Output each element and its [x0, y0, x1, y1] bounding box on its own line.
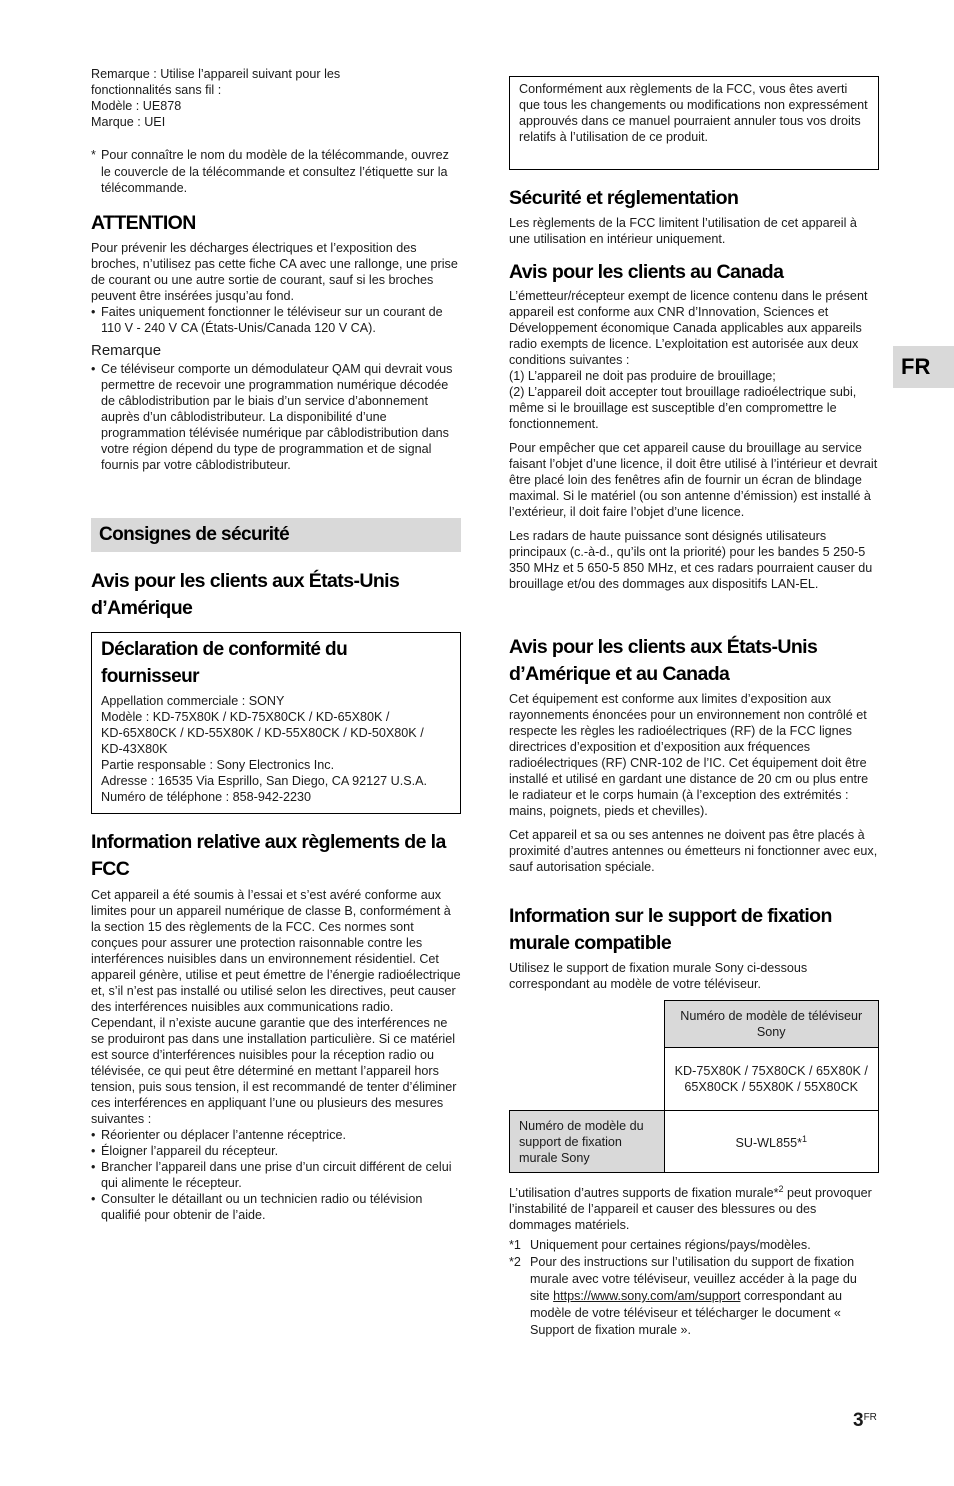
declaration-line: Partie responsable : Sony Electronics Inc. — [101, 758, 335, 772]
attention-section — [91, 240, 461, 336]
us-canada-paragraph: Cet appareil et sa ou ses antennes ne doivent pas être placés à proximité d’autres antennes ou émetteurs ni fonctionner avec eux, sauf autorisation spéciale. — [509, 828, 878, 874]
footnotes — [509, 1237, 879, 1339]
declaration-line: Numéro de téléphone : 858-942-2230 — [101, 790, 312, 804]
tv-models-cell: KD-75X80K / 75X80CK / 65X80K / 65X80CK / 55X80K / 55X80CK — [664, 1048, 879, 1111]
sony-support-link[interactable]: https://www.sony.com/am/support — [553, 1289, 741, 1303]
footnote-marker: *1 — [509, 1238, 521, 1252]
fcc-measure-item: • Réorienter ou déplacer l’antenne réceptrice. — [91, 1127, 461, 1143]
us-canada-paragraph: Cet équipement est conforme aux limites d’exposition aux rayonnements énoncées pour un environnement non contrôlé et respecte les règles les radioélectriques (RF) de la FCC lignes directrices d’exposition et d’exposition aux fréquences radioélectriques (RF) CNR-102 de l’IC. Cet équipement doit être installé et utilisé en gardant une distance de 20 cm ou plus entre le radiateur et le corps humain (à l’exception des extrémités : mains, poignets, pieds et chevilles). — [509, 692, 869, 818]
declaration-line: KD-43X80K — [101, 742, 168, 756]
declaration-details — [101, 693, 451, 805]
asterisk-marker: * — [91, 148, 96, 162]
page-number-value: 3 — [853, 1410, 864, 1431]
remarque-heading: Remarque — [91, 342, 162, 359]
declaration-title: Déclaration de conformité du fournisseur — [101, 639, 348, 687]
page-number — [853, 1410, 877, 1432]
fcc-measure-item: • Brancher l’appareil dans une prise d’un circuit différent de celui qui alimente le récepteur. — [91, 1159, 461, 1191]
attention-heading: ATTENTION — [91, 212, 196, 234]
table-empty-cell — [510, 1048, 665, 1111]
fcc-warning-box — [509, 76, 879, 170]
usage-warning-text: peut provoquer l’instabilité de l’appareil et causer des blessures ou des dommages matériels. — [509, 1186, 872, 1233]
wireless-remark — [91, 66, 461, 130]
footnote-item — [509, 1254, 879, 1339]
remark-line: Marque : UEI — [91, 115, 166, 129]
fcc-measure-item: • Éloigner l’appareil du récepteur. — [91, 1143, 461, 1159]
remarque-section — [91, 361, 461, 473]
wall-mount-table — [509, 1000, 879, 1173]
footnote-marker: *2 — [509, 1255, 521, 1269]
canada-paragraph: L’émetteur/récepteur exempt de licence contenu dans le présent appareil est conforme aux CNR d’Innovation, Sciences et Développement économique Canada applicables aux appareils radio exempts de licence. L’exploitation est autorisée aux deux conditions suivantes : — [509, 289, 868, 367]
canada-heading: Avis pour les clients au Canada — [509, 261, 784, 283]
canada-condition: (1) L’appareil ne doit pas produire de brouillage; — [509, 369, 776, 383]
footnote-item — [509, 1237, 879, 1254]
canada-paragraph: Les radars de haute puissance sont désignés utilisateurs principaux (c.-à-d., qu’ils ont la priorité) pour les bandes 5 250-5 350 MHz et 5 650-5 850 MHz, et ces radars pourraient causer du brouillage et/ou des dommages aux dispositifs LAN-EL. — [509, 529, 873, 591]
footnote-text: Pour des instructions sur l’utilisation du support de fixation murale avec votre téléviseur, veuillez accéder à la page du site — [530, 1255, 857, 1303]
usage-warning-text: L’utilisation d’autres supports de fixation murale* — [509, 1186, 779, 1201]
fcc-info-text: Cet appareil a été soumis à l’essai et s’est avéré conforme aux limites pour un appareil numérique de classe B, conformément à la section 15 des règlements de la FCC. Ces normes sont conçues pour assurer une protection raisonnable contre les interférences nuisibles dans un environnement résidentiel. Cet appareil génère, utilise et peut émettre de l’énergie radioélectrique et, s’il n’est pas installé ou utilisé selon les directives, peut causer des interférences nuisibles aux communications radio. Cependant, il n’existe aucune garantie que des interférences ne se produiront pas dans une installation particulière. Si ce matériel est source d’interférences nuisibles pour la réception radio ou télévisée, ce qui peut être déterminé en mettant l’appareil hors tension, puis sous tension, il est recommandé de tenter d’éliminer ces interférences en appliquant l’une ou plusieurs des mesures suivantes : — [91, 888, 461, 1126]
table-row-label: Numéro de modèle du support de fixation murale Sony — [510, 1111, 665, 1173]
remark-line: Modèle : UE878 — [91, 99, 182, 113]
safety-banner-title: Consignes de sécurité — [99, 524, 290, 545]
us-canada-heading: Avis pour les clients aux États-Unis d’Amérique et au Canada — [509, 636, 818, 685]
remote-model-note — [91, 147, 461, 197]
fcc-info-section — [91, 887, 461, 1223]
us-canada-section — [509, 691, 879, 875]
usage-warning — [509, 1181, 879, 1233]
fcc-info-heading: Information relative aux règlements de la FCC — [91, 831, 446, 880]
us-clients-heading: Avis pour les clients aux États-Unis d’Amérique — [91, 570, 400, 619]
table-header-cell: Numéro de modèle de téléviseur Sony — [664, 1001, 879, 1048]
canada-section — [509, 288, 879, 592]
attention-bullet: • Faites uniquement fonctionner le téléviseur sur un courant de 110 V - 240 V CA (États-Unis/Canada 120 V CA). — [91, 304, 461, 336]
declaration-box — [91, 632, 461, 814]
footnote-ref: 1 — [801, 1134, 807, 1145]
remote-model-note-text: Pour connaître le nom du modèle de la télécommande, ouvrez le couvercle de la télécommande et consultez l’étiquette sur la télécommande. — [101, 148, 449, 195]
wall-mount-heading: Information sur le support de fixation murale compatible — [509, 905, 832, 954]
declaration-line: Adresse : 16535 Via Esprillo, San Diego, CA 92127 U.S.A. — [101, 774, 427, 788]
remark-line: fonctionnalités sans fil : — [91, 83, 222, 97]
language-tab: FR — [893, 346, 954, 388]
canada-condition: (2) L’appareil doit accepter tout brouillage radioélectrique subi, même si le brouillage est susceptible d’en compromettre le fonctionnement. — [509, 385, 857, 431]
remarque-bullet: • Ce téléviseur comporte un démodulateur QAM qui devrait vous permettre de recevoir une programmation numérique décodée de câblodistribution par le biais d’un service d’abonnement auprès d’un câblodistributeur. La disponibilité d’une programmation télévisée numérique par câblodistribution dans votre région dépend du type de programmation et de signal fournis par votre câblodistributeur. — [91, 361, 461, 473]
remark-line: Remarque : Utilise l’appareil suivant pour les — [91, 67, 341, 81]
canada-paragraph: Pour empêcher que cet appareil cause du brouillage au service faisant l’objet d’une licence, il doit être utilisé à l’intérieur et devrait être placé loin des fenêtres afin de fournir un écran de blindage maximal. Si le matériel (ou son antenne d’émission) est installé à l’extérieur, il doit faire l’objet d’une licence. — [509, 441, 878, 519]
declaration-line: Modèle : KD-75X80K / KD-75X80CK / KD-65X80K / — [101, 710, 390, 724]
table-empty-cell — [510, 1001, 665, 1048]
footnote-ref: 2 — [778, 1184, 784, 1194]
wall-mount-intro: Utilisez le support de fixation murale Sony ci-dessous correspondant au modèle de votre téléviseur. — [509, 961, 808, 991]
fcc-measure-item: • Consulter le détaillant ou un technicien radio ou télévision qualifié pour obtenir de l’aide. — [91, 1191, 461, 1223]
bracket-model-cell — [664, 1111, 879, 1173]
footnote-text: Uniquement pour certaines régions/pays/modèles. — [530, 1238, 811, 1252]
safety-banner — [91, 518, 461, 552]
footnote-text: correspondant au modèle de votre téléviseur et télécharger le document « Support de fixation murale ». — [530, 1289, 842, 1337]
declaration-line: KD-65X80CK / KD-55X80K / KD-55X80CK / KD-50X80K / — [101, 726, 424, 740]
security-heading: Sécurité et réglementation — [509, 187, 739, 209]
page-number-suffix: FR — [863, 1412, 877, 1423]
fcc-warning-text: Conformément aux règlements de la FCC, vous êtes averti que tous les changements ou modifications non expressément approuvés dans ce manuel pourraient annuler tous vos droits relatifs à l’utilisation de ce produit. — [519, 82, 868, 144]
security-text: Les règlements de la FCC limitent l’utilisation de cet appareil à une utilisation en intérieur uniquement. — [509, 216, 857, 246]
attention-text: Pour prévenir les décharges électriques et l’exposition des broches, n’utilisez pas cette fiche CA avec une rallonge, une prise de courant ou une autre sortie de courant, sauf si les broches peuvent être insérées jusqu’au fond. — [91, 241, 458, 303]
declaration-line: Appellation commerciale : SONY — [101, 694, 285, 708]
bracket-model: SU-WL855* — [735, 1136, 802, 1151]
